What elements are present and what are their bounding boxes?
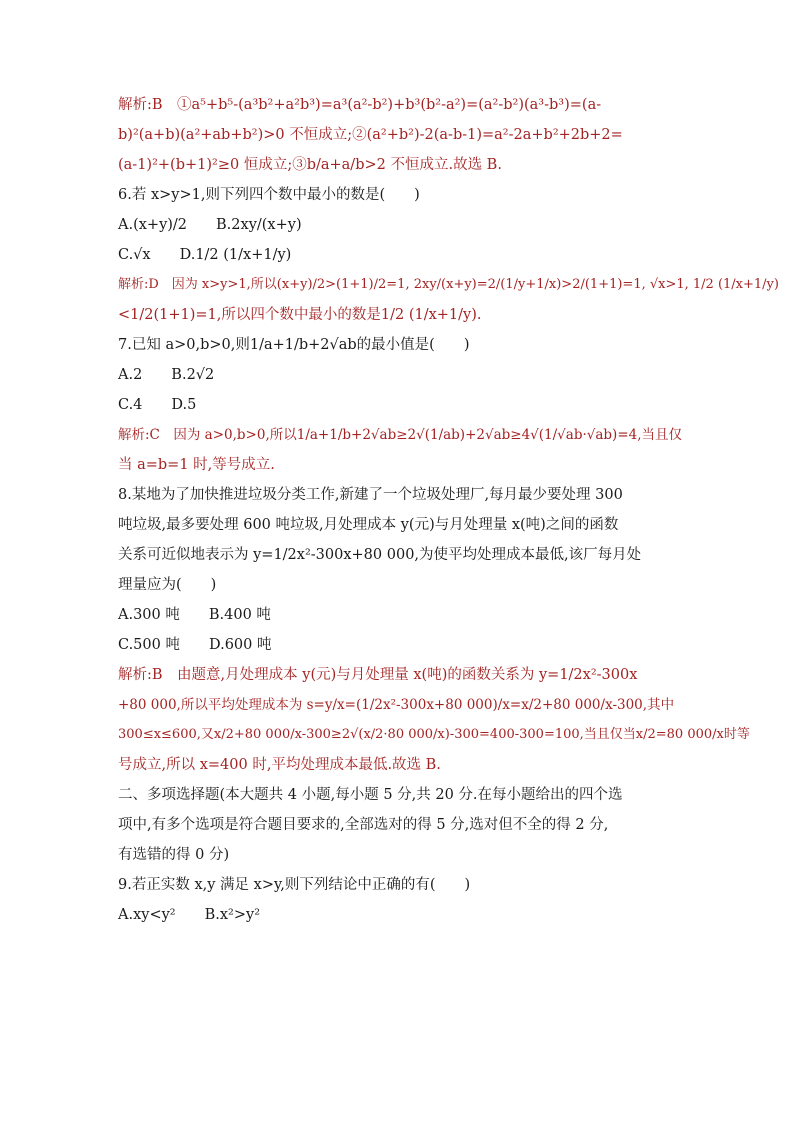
question-stem: 吨垃圾,最多要处理 600 吨垃圾,月处理成本 y(元)与月处理量 x(吨)之间的函数 [118, 517, 619, 533]
solution-6 [118, 270, 779, 330]
question-7 [118, 330, 678, 420]
question-6 [118, 180, 678, 270]
text-line: 300≤x≤600,又x/2+80 000/x-300≥2√(x/2·80 000/x)-300=400-300=100,当且仅当x/2=80 000/x时等 [118, 727, 750, 742]
text-line: +80 000,所以平均处理成本为 s=y/x=(1/2x²-300x+80 000)/x=x/2+80 000/x-300,其中 [118, 697, 675, 713]
options-ab: A.(x+y)/2 B.2xy/(x+y) [118, 217, 302, 233]
text-line: 解析:D 因为 x>y>1,所以(x+y)/2>(1+1)/2=1, 2xy/(x+y)=2/(1/y+1/x)>2/(1+1)=1, √x>1, 1/2 (1/x+1/y) [118, 277, 779, 292]
text-line: 解析:B ①a⁵+b⁵-(a³b²+a²b³)=a³(a²-b²)+b³(b²-a²)=(a²-b²)(a³-b³)=(a- [118, 97, 602, 113]
text-line: 号成立,所以 x=400 时,平均处理成本最低.故选 B. [118, 757, 441, 773]
text-line: (a-1)²+(b+1)²≥0 恒成立;③b/a+a/b>2 不恒成立.故选 B. [118, 157, 502, 173]
question-8 [118, 480, 678, 660]
section-heading: 二、多项选择题(本大题共 4 小题,每小题 5 分,共 20 分.在每小题给出的四个选 [118, 787, 623, 803]
options-cd: C.500 吨 D.600 吨 [118, 637, 272, 653]
question-stem: 9.若正实数 x,y 满足 x>y,则下列结论中正确的有( ) [118, 877, 471, 893]
section-heading: 有选错的得 0 分) [118, 847, 230, 863]
section-multiple-choice [118, 780, 678, 930]
text-line: b)²(a+b)(a²+ab+b²)>0 不恒成立;②(a²+b²)-2(a-b-1)=a²-2a+b²+2b+2= [118, 127, 623, 143]
question-stem: 理量应为( ) [118, 577, 217, 593]
question-stem: 8.某地为了加快推进垃圾分类工作,新建了一个垃圾处理厂,每月最少要处理 300 [118, 487, 623, 503]
question-stem: 关系可近似地表示为 y=1/2x²-300x+80 000,为使平均处理成本最低,该厂每月处 [118, 547, 642, 563]
options-ab: A.xy<y² B.x²>y² [118, 907, 261, 923]
options-ab: A.300 吨 B.400 吨 [118, 607, 271, 623]
text-line: 当 a=b=1 时,等号成立. [118, 457, 275, 473]
document-content [118, 90, 779, 930]
text-line: 解析:B 由题意,月处理成本 y(元)与月处理量 x(吨)的函数关系为 y=1/2x²-300x [118, 667, 638, 683]
options-ab: A.2 B.2√2 [118, 367, 215, 383]
section-heading: 项中,有多个选项是符合题目要求的,全部选对的得 5 分,选对但不全的得 2 分, [118, 817, 609, 833]
solution-8 [118, 660, 750, 780]
question-stem: 6.若 x>y>1,则下列四个数中最小的数是( ) [118, 187, 420, 203]
solution-7 [118, 420, 683, 480]
text-line: <1/2(1+1)=1,所以四个数中最小的数是1/2 (1/x+1/y). [118, 307, 482, 323]
options-cd: C.√x D.1/2 (1/x+1/y) [118, 247, 292, 263]
text-line: 解析:C 因为 a>0,b>0,所以1/a+1/b+2√ab≥2√(1/ab)+2√ab≥4√(1/√ab·√ab)=4,当且仅 [118, 427, 683, 443]
options-cd: C.4 D.5 [118, 397, 197, 413]
question-stem: 7.已知 a>0,b>0,则1/a+1/b+2√ab的最小值是( ) [118, 337, 470, 353]
solution-5 [118, 90, 678, 180]
